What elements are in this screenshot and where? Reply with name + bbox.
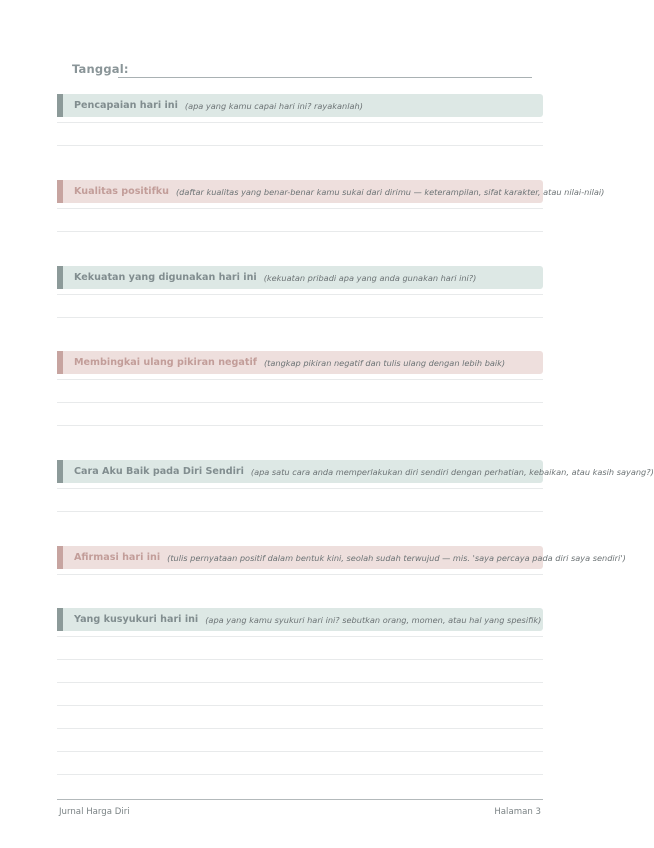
section-accomplishments bbox=[57, 94, 543, 117]
write-line[interactable] bbox=[57, 751, 543, 752]
section-title: Yang kusyukuri hari ini bbox=[74, 614, 199, 625]
write-line[interactable] bbox=[57, 659, 543, 660]
write-line[interactable] bbox=[57, 231, 543, 232]
section-header bbox=[57, 608, 543, 631]
section-positive-qualities bbox=[57, 180, 605, 203]
section-header bbox=[57, 546, 626, 569]
write-line[interactable] bbox=[57, 425, 543, 426]
write-line[interactable] bbox=[57, 682, 543, 683]
write-line[interactable] bbox=[57, 774, 543, 775]
write-line[interactable] bbox=[57, 122, 543, 123]
section-accent bbox=[57, 460, 63, 483]
section-hint: (tangkap pikiran negatif dan tulis ulang dengan lebih baik) bbox=[263, 357, 506, 368]
write-line[interactable] bbox=[57, 705, 543, 706]
write-line[interactable] bbox=[57, 728, 543, 729]
date-label: Tanggal: bbox=[72, 62, 129, 76]
section-header bbox=[57, 94, 543, 117]
write-line[interactable] bbox=[57, 488, 543, 489]
section-hint: (apa yang kamu capai hari ini? rayakanlah) bbox=[184, 100, 363, 111]
section-title: Membingkai ulang pikiran negatif bbox=[74, 357, 257, 368]
section-title: Cara Aku Baik pada Diri Sendiri bbox=[74, 466, 244, 477]
section-title: Afirmasi hari ini bbox=[74, 552, 161, 563]
section-title: Pencapaian hari ini bbox=[74, 100, 178, 111]
section-hint: (tulis pernyataan positif dalam bentuk kini, seolah sudah terwujud — mis. 'saya percaya pada diri saya sendiri') bbox=[167, 552, 626, 563]
section-hint: (kekuatan pribadi apa yang anda gunakan hari ini?) bbox=[263, 272, 477, 283]
section-affirmation bbox=[57, 546, 626, 569]
section-accent bbox=[57, 266, 63, 289]
write-line[interactable] bbox=[57, 511, 543, 512]
write-line[interactable] bbox=[57, 636, 543, 637]
section-hint: (apa yang kamu syukuri hari ini? sebutkan orang, momen, atau hal yang spesifik) bbox=[205, 614, 542, 625]
section-accent bbox=[57, 351, 63, 374]
write-line[interactable] bbox=[57, 294, 543, 295]
write-line[interactable] bbox=[57, 317, 543, 318]
write-line[interactable] bbox=[57, 208, 543, 209]
section-accent bbox=[57, 546, 63, 569]
section-header bbox=[57, 460, 654, 483]
section-gratitude bbox=[57, 608, 543, 631]
write-line[interactable] bbox=[57, 145, 543, 146]
section-strengths-used bbox=[57, 266, 543, 289]
section-accent bbox=[57, 608, 63, 631]
section-reframe-thoughts bbox=[57, 351, 543, 374]
section-hint: (daftar kualitas yang benar-benar kamu sukai dari dirimu — keterampilan, sifat karakter, atau nilai-nilai) bbox=[175, 186, 605, 197]
footer-divider bbox=[57, 799, 543, 800]
section-accent bbox=[57, 180, 63, 203]
section-accent bbox=[57, 94, 63, 117]
footer-page-number: Halaman 3 bbox=[494, 807, 541, 817]
write-line[interactable] bbox=[57, 379, 543, 380]
write-line[interactable] bbox=[57, 574, 543, 575]
section-title: Kekuatan yang digunakan hari ini bbox=[74, 272, 257, 283]
section-hint: (apa satu cara anda memperlakukan diri sendiri dengan perhatian, kebaikan, atau kasih sayang?) bbox=[250, 466, 654, 477]
section-self-kindness bbox=[57, 460, 654, 483]
section-header bbox=[57, 266, 543, 289]
date-write-line[interactable] bbox=[118, 77, 532, 78]
write-line[interactable] bbox=[57, 402, 543, 403]
footer-journal-title: Jurnal Harga Diri bbox=[59, 807, 130, 817]
date-field bbox=[72, 62, 532, 80]
section-header bbox=[57, 180, 605, 203]
section-title: Kualitas positifku bbox=[74, 186, 169, 197]
section-header bbox=[57, 351, 543, 374]
